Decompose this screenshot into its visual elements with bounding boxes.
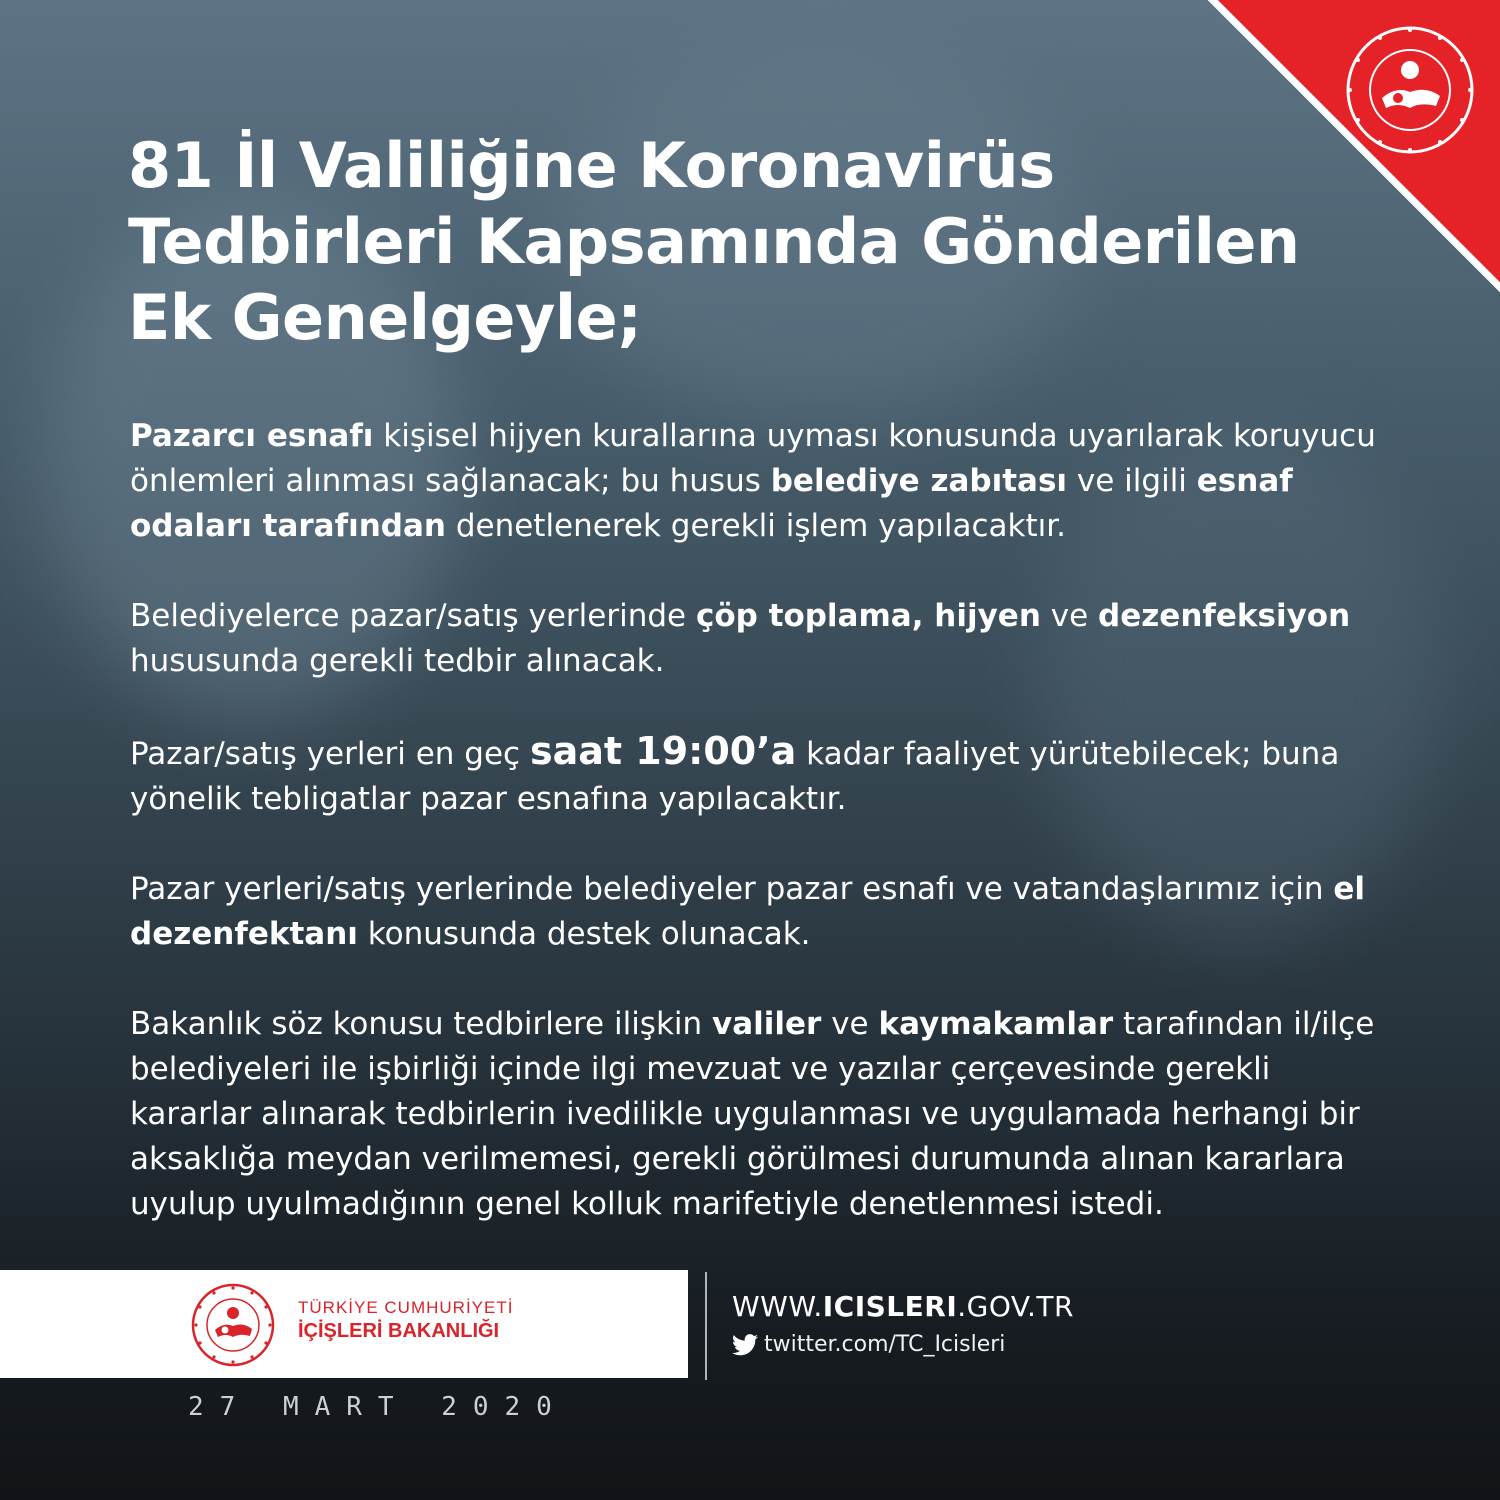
bold-text: saat 19:00’a xyxy=(529,729,797,773)
footer-divider xyxy=(705,1272,707,1380)
title-line: Tedbirleri Kapsamında Gönderilen xyxy=(128,205,1300,278)
text: Belediyelerce pazar/satış yerlerinde xyxy=(130,598,696,634)
text: Pazar yerleri/satış yerlerinde belediyeler pazar esnafı ve vatandaşlarımız için xyxy=(130,871,1334,907)
bold-text: el dezenfektanı xyxy=(130,871,1365,952)
bold-text: Pazarcı esnafı xyxy=(130,418,374,454)
text: ve xyxy=(1040,598,1099,634)
paragraph xyxy=(130,414,1390,549)
paragraph xyxy=(130,867,1390,957)
text: tarafından il/ilçe belediyeleri ile işbirliği içinde ilgi mevzuat ve yazılar çerçevesinde gerekli kararlar alınarak tedbirlerin ivedilikle uygulanması ve uygulamada herhangi bir aksaklığa meydan verilmemesi, gerekli görülmesi durumunda alınan kararlara uyulup uyulmadığının genel kolluk marifetiyle denetlenmesi istedi. xyxy=(130,1006,1375,1222)
bold-text: çöp toplama, hijyen xyxy=(695,598,1041,634)
website-link[interactable] xyxy=(732,1290,1074,1323)
page-title xyxy=(128,128,1328,356)
text: ve ilgili xyxy=(1067,463,1197,499)
website-prefix: WWW. xyxy=(732,1290,823,1323)
ministry-seal-icon xyxy=(1340,20,1480,160)
bold-text: valiler xyxy=(712,1006,822,1042)
org-name-line2: İÇİŞLERİ BAKANLIĞI xyxy=(298,1320,500,1342)
publish-date: 27 MART 2020 xyxy=(188,1392,568,1422)
text: konusunda destek olunacak. xyxy=(357,916,811,952)
paragraph xyxy=(130,594,1390,684)
bold-text: belediye zabıtası xyxy=(770,463,1068,499)
ministry-seal-icon xyxy=(190,1282,276,1368)
website-suffix: .GOV.TR xyxy=(957,1290,1074,1323)
text: kadar faaliyet yürütebilecek; buna yönelik tebligatlar pazar esnafına yapılacaktır. xyxy=(130,736,1340,817)
text: Pazar/satış yerleri en geç xyxy=(130,736,530,772)
org-name-line1: TÜRKİYE CUMHURİYETİ xyxy=(298,1298,514,1317)
announcement-body xyxy=(130,414,1390,1272)
bold-text: dezenfeksiyon xyxy=(1098,598,1351,634)
website-bold: ICISLERI xyxy=(822,1290,958,1323)
text: ve xyxy=(821,1006,879,1042)
twitter-bird-icon xyxy=(732,1334,758,1356)
text: denetlenerek gerekli işlem yapılacaktır. xyxy=(445,508,1066,544)
text: kişisel hijyen kurallarına uyması konusunda uyarılarak koruyucu önlemleri alınması sağlanacak; bu husus xyxy=(130,418,1376,499)
text: Bakanlık söz konusu tedbirlere ilişkin xyxy=(130,1006,713,1042)
title-line: 81 İl Valiliğine Koronavirüs xyxy=(128,129,1055,202)
paragraph xyxy=(130,729,1390,822)
title-line: Ek Genelgeyle; xyxy=(128,281,642,354)
text: hususunda gerekli tedbir alınacak. xyxy=(130,643,665,679)
ministry-logo-panel xyxy=(0,1270,688,1378)
paragraph xyxy=(130,1002,1390,1227)
bold-text: kaymakamlar xyxy=(878,1006,1114,1042)
twitter-link[interactable]: twitter.com/TC_Icisleri xyxy=(764,1332,1006,1357)
bold-text: esnaf odaları tarafından xyxy=(130,463,1293,544)
